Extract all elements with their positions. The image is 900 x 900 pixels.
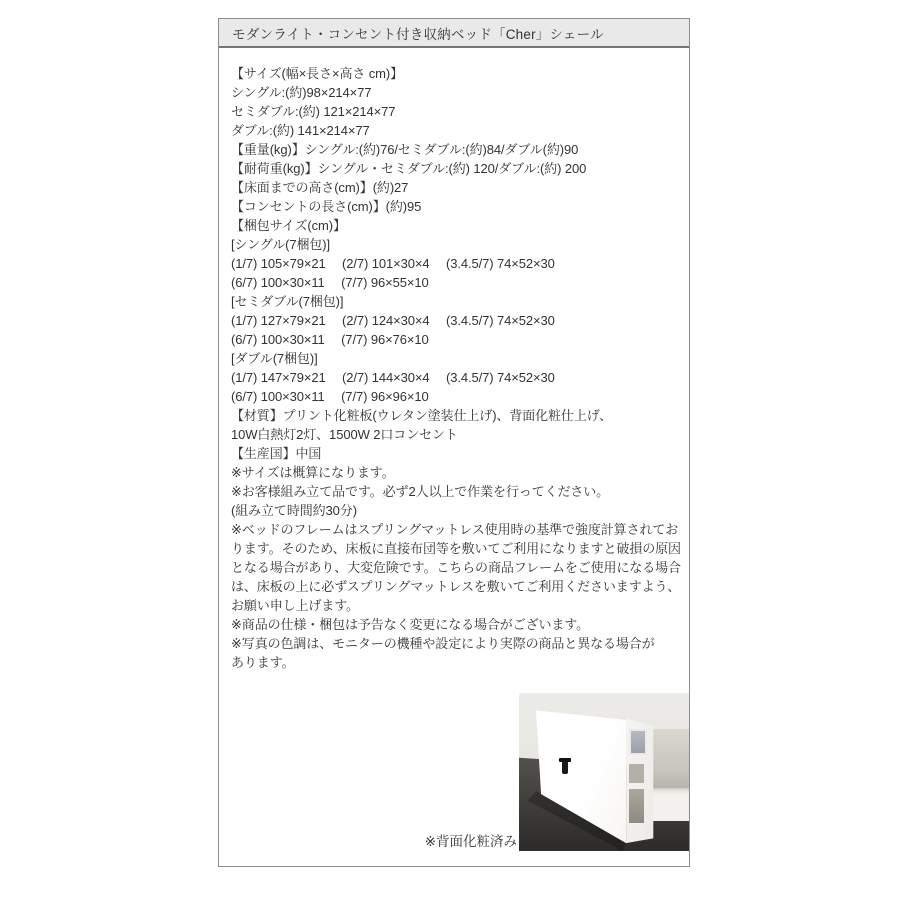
spec-line-note-frame-3: となる場合があり、大変危険です。こちらの商品フレームをご使用になる場合: [231, 560, 681, 575]
spec-line-package-semidouble-label: [セミダブル(7梱包)]: [231, 294, 344, 309]
spec-line-material-1: 【材質】プリント化粧板(ウレタン塗装仕上げ)、背面化粧仕上げ、: [231, 408, 612, 423]
spec-line-package-semidouble-dims-2: (6/7) 100×30×11 (7/7) 96×76×10: [231, 332, 429, 347]
product-photo: [519, 693, 689, 851]
spec-line-package-double-dims-2: (6/7) 100×30×11 (7/7) 96×96×10: [231, 389, 429, 404]
spec-line-load-capacity: 【耐荷重(kg)】シングル・セミダブル:(約) 120/ダブル:(約) 200: [231, 161, 587, 176]
photo-shelf-opening-bottom: [629, 789, 644, 822]
photo-shelf-opening-top: [629, 764, 644, 783]
spec-line-package-single-label: [シングル(7梱包)]: [231, 237, 331, 252]
spec-line-package-single-dims-1: (1/7) 105×79×21 (2/7) 101×30×4 (3.4.5/7) 74×52×30: [231, 256, 555, 271]
spec-line-note-assembly: ※お客様組み立て品です。必ず2人以上で作業を行ってください。: [231, 484, 610, 499]
photo-cord-hook: [562, 761, 568, 774]
product-spec-panel: [218, 18, 690, 867]
spec-line-note-approx: ※サイズは概算になります。: [231, 465, 395, 480]
spec-line-package-double-dims-1: (1/7) 147×79×21 (2/7) 144×30×4 (3.4.5/7) 74×52×30: [231, 370, 555, 385]
product-title-bar: [219, 19, 689, 48]
photo-lamp-inset: [629, 729, 647, 755]
spec-line-material-2: 10W白熱灯2灯、1500W 2口コンセント: [231, 427, 458, 442]
spec-line-note-color-1: ※写真の色調は、モニターの機種や設定により実際の商品と異なる場合が: [231, 636, 655, 651]
spec-line-size-heading: 【サイズ(幅×長さ×高さ cm)】: [231, 66, 404, 81]
spec-line-outlet-length: 【コンセントの長さ(cm)】(約)95: [231, 199, 422, 214]
spec-line-size-single: シングル:(約)98×214×77: [231, 85, 372, 100]
spec-line-note-color-2: あります。: [231, 655, 295, 670]
spec-line-note-frame-4: は、床板の上に必ずスプリングマットレスを敷いてご利用くださいますよう、: [231, 579, 681, 594]
spec-line-country: 【生産国】中国: [231, 446, 322, 461]
photo-caption: ※背面化粧済み: [424, 834, 517, 849]
spec-line-note-frame-2: ります。そのため、床板に直接布団等を敷いてご利用になりますと破損の原因: [231, 541, 681, 556]
spec-line-package-double-label: [ダブル(7梱包)]: [231, 351, 318, 366]
product-title: モダンライト・コンセント付き収納ベッド「Cher」シェール: [232, 26, 604, 42]
spec-line-floor-height: 【床面までの高さ(cm)】(約)27: [231, 180, 409, 195]
spec-line-note-assembly-time: (組み立て時間約30分): [231, 503, 357, 518]
spec-line-note-frame-5: お願い申し上げます。: [231, 598, 359, 613]
spec-line-package-semidouble-dims-1: (1/7) 127×79×21 (2/7) 124×30×4 (3.4.5/7) 74×52×30: [231, 313, 555, 328]
spec-text-block: [219, 48, 689, 672]
spec-line-size-double: ダブル:(約) 141×214×77: [231, 123, 370, 138]
spec-line-package-heading: 【梱包サイズ(cm)】: [231, 218, 346, 233]
spec-line-size-semidouble: セミダブル:(約) 121×214×77: [231, 104, 396, 119]
spec-line-note-frame-1: ※ベッドのフレームはスプリングマットレス使用時の基準で強度計算されてお: [231, 522, 679, 537]
spec-line-weight: 【重量(kg)】シングル:(約)76/セミダブル:(約)84/ダブル(約)90: [231, 142, 579, 157]
spec-line-note-spec-change: ※商品の仕様・梱包は予告なく変更になる場合がございます。: [231, 617, 590, 632]
spec-line-package-single-dims-2: (6/7) 100×30×11 (7/7) 96×55×10: [231, 275, 429, 290]
